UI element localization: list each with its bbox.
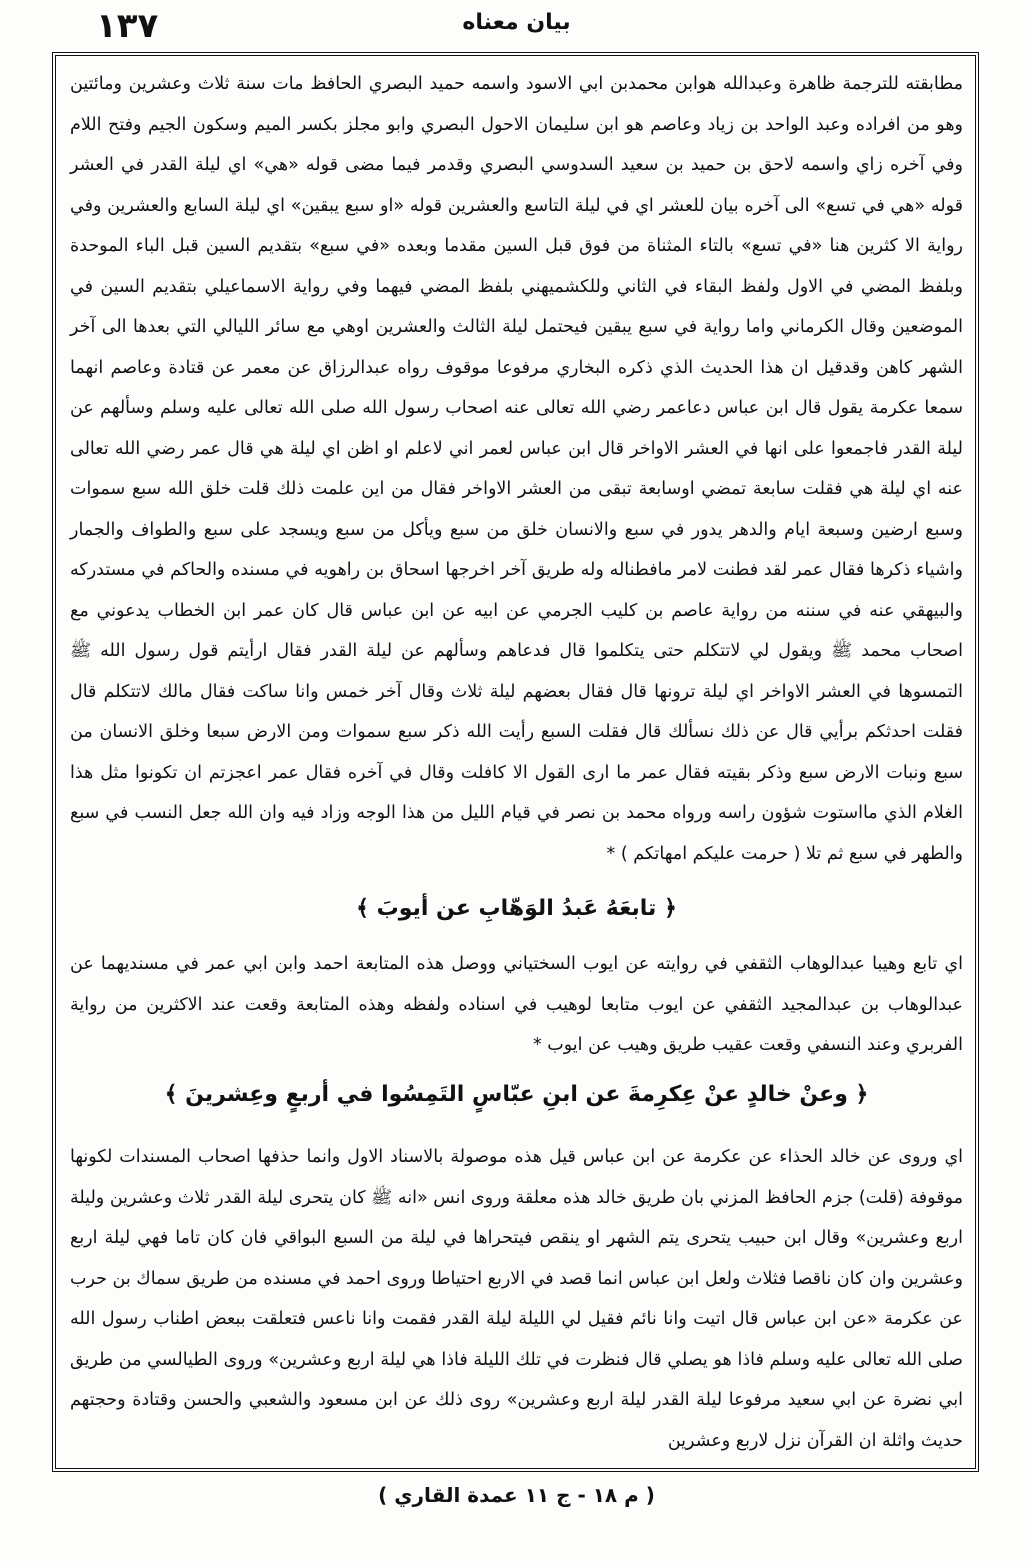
commentary-text: مطابقته للترجمة ظاهرة وعبدالله هوابن محمدبن ابي الاسود واسمه حميد البصري الحافظ مات سنة ثلاث وعشرين ومائتين وهو من افراده وعبد الواحد بن زياد وعاصم هو ابن سليمان الاحول البصري وابو مجلز بكسر الميم وسكون الجيم وفتح اللام وفي آخره زاي واسمه لاحق بن حميد بن سعيد السدوسي البصري وقدمر فيما مضى قوله «هي» اي ليلة القدر في العشر قوله «هي في تسع» الى آخره بيان للعشر اي في ليلة التاسع والعشرين قوله «او سبع يبقين» اي ليلة السابع والعشرين وفي رواية الا كثرين هنا «في تسع» بالتاء المثناة من فوق قبل السين مقدما وبعده «في سبع» بتقديم السين قبل الباء الموحدة وبلفظ المضي في الاول ولفظ البقاء في الثاني وللكشميهني بلفظ المضي فيهما وفي رواية الاسماعيلي بتقديم السين في الموضعين وقال الكرماني واما رواية في سبع يبقين فيحتمل ليلة الثالث والعشرين اوهي مع سائر الليالي التي بعدها الى آخر الشهر كاهن وقدقيل ان هذا الحديث الذي ذكره البخاري مرفوعا موقوف رواه عبدالرزاق عن معمر عن قتادة وعاصم انهما سمعا عكرمة يقول قال ابن عباس دعاعمر رضي الله تعالى عنه اصحاب رسول الله صلى الله تعالى عليه وسلم وسألهم عن ليلة القدر فاجمعوا على انها في العشر الاواخر قال ابن عباس لعمر اني لاعلم او اظن اي ليلة هي قال عمر رضي الله تعالى عنه اي ليلة هي فقلت سابعة تمضي اوسابعة تبقى من العشر الاواخر فقال من اين علمت ذلك قلت خلق الله سبع سموات وسبع ارضين وسبعة ايام والدهر يدور في سبع والانسان خلق من سبع ويأكل من سبع ويسجد على سبع والطواف والجمار واشياء ذكرها فقال عمر لقد فطنت لامر مافطناله وله طريق آخر اخرجها اسحاق بن راهويه في مسنده والحاكم في مستدركه والبيهقي عنه في سننه من رواية عاصم بن كليب الجرمي عن ابيه عن ابن عباس قال كان عمر ابن الخطاب يدعوني مع اصحاب محمد ﷺ ويقول لي لاتتكلم حتى يتكلموا قال فدعاهم وسألهم عن ليلة القدر فقال ارأيتم قول رسول الله ﷺ التمسوها في العشر الاواخر اي ليلة ترونها قال فقال بعضهم ليلة ثلاث وقال آخر خمس وانا ساكت فقال مالك لاتتكلم قال فقلت احدثكم برأيي قال عن ذلك نسألك قال فقلت السبع رأيت الله ذكر سبع سموات ومن الارض سبعا وخلق الانسان من سبع ونبات الارض سبع وذكر بقيته فقال عمر ما ارى القول الا كافلت وقال في آخره فقال عمر اعجزتم ان تكونوا مثل هذا الغلام الذي مااستوت شؤون راسه ورواه محمد بن نصر في قيام الليل من هذا الوجه وزاد فيه وان الله جعل النسب في سبع والطهر في سبع ثم تلا ( حرمت عليكم امهاتكم ) *: [70, 74, 963, 864]
commentary-text-2: اي تابع وهيبا عبدالوهاب الثقفي في روايته عن ايوب السختياني ووصل هذه المتابعة احمد وابن ابي عمر في مسنديهما عن عبدالوهاب بن عبدالمجيد الثقفي عن ايوب متابعا لوهيب في اسناده ولفظه وهذه المتابعة وقعت عند الاكثرين من رواية الفربري وعند النسفي وقعت عقيب طريق وهيب عن ايوب *: [70, 954, 963, 1055]
section-heading-2: ﴿ وعنْ خالدٍ عنْ عِكرِمةَ عن ابنِ عبّاسٍ التَمِسُوا في أربعٍ وعِشرينَ ﴾: [164, 1082, 869, 1107]
commentary-paragraph: [70, 64, 963, 874]
page-footer: ( م ١٨ - ج ١١ عمدة القاري ): [378, 1483, 655, 1507]
page-number: ١٣٧: [96, 6, 159, 46]
running-head: بيان معناه: [462, 10, 571, 35]
commentary-text-3: اي وروى عن خالد الحذاء عن عكرمة عن ابن عباس قيل هذه موصولة بالاسناد الاول وانما حذفها اصحاب المسندات لكونها موقوفة (قلت) جزم الحافظ المزني بان طريق خالد هذه معلقة وروى انس «انه ﷺ كان يتحرى ليلة القدر ثلاث وعشرين وليلة اربع وعشرين» وقال ابن حبيب يتحرى يتم الشهر او ينقص فيتحراها في ليلة من السبع البواقي فان كان تاما فهي ليلة اربع وعشرين وان كان ناقصا فثلاث ولعل ابن عباس انما قصد في الاربع احتياطا وروى احمد في مسنده من طريق سماك بن حرب عن عكرمة «عن ابن عباس قال اتيت وانا نائم فقيل لي الليلة ليلة القدر فقمت وانا ناعس فتعلقت ببعض اطناب رسول الله صلى الله تعالى عليه وسلم فاذا هو يصلي قال فنظرت في تلك الليلة فاذا هي ليلة اربع وعشرين» وروى الطيالسي من طريق ابي نضرة عن ابي سعيد مرفوعا ليلة القدر ليلة اربع وعشرين» روى ذلك عن ابن مسعود والشعبي والحسن وقتادة وحجتهم حديث واثلة ان القرآن نزل لاربع وعشرين: [70, 1147, 963, 1451]
commentary-paragraph-2: [70, 944, 963, 1066]
commentary-paragraph-3: [70, 1137, 963, 1461]
section-heading-1: ﴿ تابعَهُ عَبدُ الوَهّابِ عن أيوبَ ﴾: [356, 896, 677, 921]
